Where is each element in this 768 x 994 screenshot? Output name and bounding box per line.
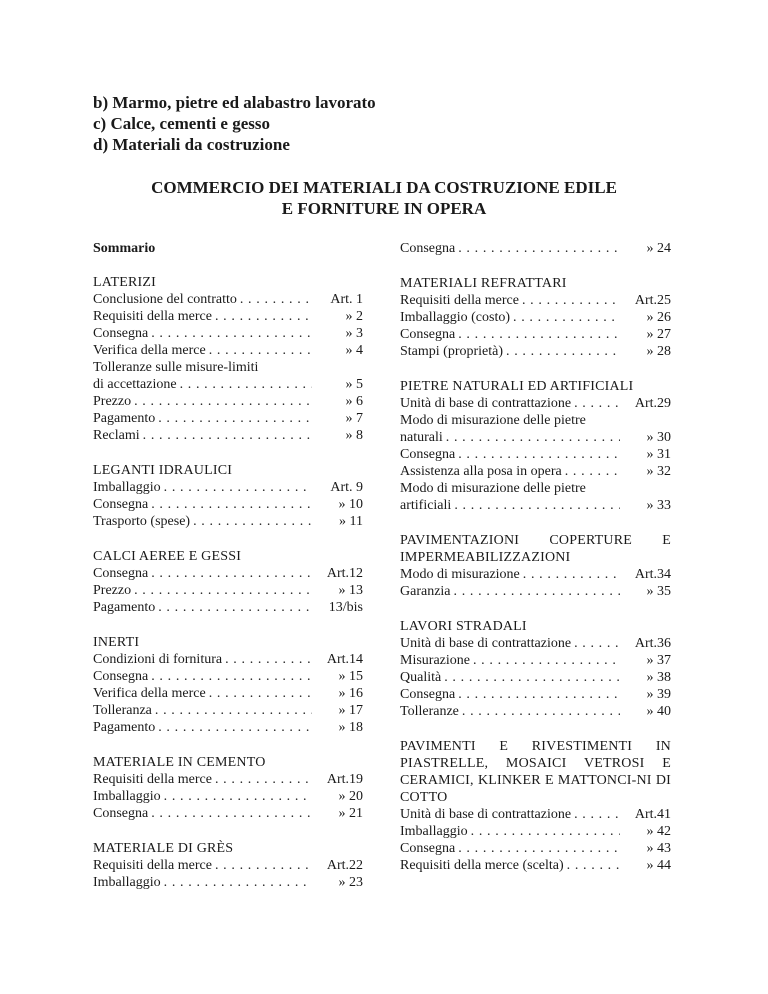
dot-leader <box>158 410 312 427</box>
toc-entry <box>93 513 363 530</box>
toc-entry <box>400 395 671 412</box>
intro-item: c) Calce, cementi e gesso <box>93 114 271 133</box>
toc-entry-ref: Art. 9 <box>330 480 363 495</box>
dot-leader <box>458 686 620 703</box>
toc-section <box>93 462 363 530</box>
dot-leader <box>240 291 312 308</box>
toc-entry-label: Reclami <box>93 428 140 443</box>
toc-entry-ref: » 17 <box>338 703 363 718</box>
toc-entry-ref: » 40 <box>646 704 671 719</box>
toc-entry <box>93 376 363 393</box>
section-title: LATERIZI <box>93 275 157 290</box>
toc-entry <box>93 308 363 325</box>
toc-entry-ref: » 27 <box>646 327 671 342</box>
toc-entry <box>400 497 671 514</box>
toc-entry <box>93 857 363 874</box>
toc-entry <box>400 583 671 600</box>
toc-entry-label: di accettazione <box>93 377 177 392</box>
toc-entry-ref: » 5 <box>345 377 363 392</box>
toc-entry-label: Qualità <box>400 670 442 685</box>
dot-leader <box>565 463 620 480</box>
toc-entry <box>93 685 363 702</box>
toc-entry <box>93 788 363 805</box>
toc-entry-ref: » 8 <box>345 428 363 443</box>
toc-entry-ref: » 7 <box>345 411 363 426</box>
section-title: LEGANTI IDRAULICI <box>93 463 233 478</box>
toc-entry <box>93 651 363 668</box>
toc-entry <box>400 840 671 857</box>
toc-entry-ref: » 38 <box>646 670 671 685</box>
toc-entry <box>400 806 671 823</box>
dot-leader <box>215 857 312 874</box>
toc-entry-ref: » 26 <box>646 310 671 325</box>
toc-section <box>400 532 671 600</box>
section-title: PAVIMENTAZIONI COPERTURE E IMPERMEABILIZZAZIONI <box>400 533 671 565</box>
toc-entry <box>400 703 671 720</box>
toc-entry <box>400 292 671 309</box>
toc-entry-label: naturali <box>400 430 443 445</box>
toc-entry <box>93 599 363 616</box>
dot-leader <box>158 719 312 736</box>
toc-entry-label: Imballaggio <box>93 480 161 495</box>
toc-section <box>93 634 363 736</box>
dot-leader <box>143 427 312 444</box>
toc-entry-ref: » 44 <box>646 858 671 873</box>
toc-entry-label: Prezzo <box>93 394 132 409</box>
toc-entry-label: Consegna <box>93 326 149 341</box>
section-title: MATERIALI REFRATTARI <box>400 276 567 291</box>
toc-entry-label: Conclusione del contratto <box>93 292 237 307</box>
toc-entry <box>93 702 363 719</box>
toc-entry-label: Trasporto (spese) <box>93 514 191 529</box>
dot-leader <box>151 496 312 513</box>
toc-entry <box>93 427 363 444</box>
document-title-line: COMMERCIO DEI MATERIALI DA COSTRUZIONE EDILE <box>151 178 617 197</box>
toc-entry-ref: » 15 <box>338 669 363 684</box>
toc-entry <box>93 668 363 685</box>
toc-entry-label: Consegna <box>93 669 149 684</box>
toc-entry-label: Pagamento <box>93 411 156 426</box>
dot-leader <box>458 326 620 343</box>
intro-item: b) Marmo, pietre ed alabastro lavorato <box>93 93 376 112</box>
dot-leader <box>215 308 312 325</box>
dot-leader <box>209 685 312 702</box>
toc-entry-label: Requisiti della merce (scelta) <box>400 858 564 873</box>
toc-entry-label: Consegna <box>93 566 149 581</box>
toc-section <box>93 754 363 822</box>
toc-entry <box>400 240 671 257</box>
toc-section <box>400 240 671 257</box>
toc-entry-label: Modo di misurazione <box>400 567 520 582</box>
toc-entry-ref: Art.25 <box>634 293 671 308</box>
document-title <box>60 177 708 219</box>
dot-leader <box>471 823 620 840</box>
toc-section <box>400 378 671 514</box>
toc-entry-label: Requisiti della merce <box>93 772 212 787</box>
toc-entry-ref: Art.34 <box>634 567 671 582</box>
toc-entry-label: Consegna <box>400 327 456 342</box>
dot-leader <box>444 669 620 686</box>
toc-entry <box>93 496 363 513</box>
dot-leader <box>225 651 312 668</box>
toc-entry <box>400 429 671 446</box>
section-title: PIETRE NATURALI ED ARTIFICIALI <box>400 379 634 394</box>
section-title: CALCI AEREE E GESSI <box>93 549 242 564</box>
toc-entry-label: Imballaggio (costo) <box>400 310 511 325</box>
toc-entry-ref: Art. 1 <box>330 292 363 307</box>
toc-entry-label: Pagamento <box>93 720 156 735</box>
section-title: MATERIALE DI GRÈS <box>93 841 234 856</box>
toc-entry-label: Misurazione <box>400 653 470 668</box>
toc-entry-label: Consegna <box>400 841 456 856</box>
toc-entry <box>93 874 363 891</box>
toc-entry-ref: » 31 <box>646 447 671 462</box>
toc-entry-label: artificiali <box>400 498 452 513</box>
toc-entry-label: Tolleranza <box>93 703 152 718</box>
toc-entry-ref: » 42 <box>646 824 671 839</box>
dot-leader <box>458 240 620 257</box>
toc-left-column <box>93 240 363 909</box>
toc-entry-label: Modo di misurazione delle pietre <box>400 481 586 496</box>
toc-entry <box>93 565 363 582</box>
dot-leader <box>462 703 620 720</box>
toc-entry <box>93 805 363 822</box>
toc-entry-label: Imballaggio <box>93 789 161 804</box>
toc-entry-ref: » 6 <box>345 394 363 409</box>
dot-leader <box>454 497 620 514</box>
toc-entry-label: Requisiti della merce <box>93 858 212 873</box>
dot-leader <box>151 565 312 582</box>
dot-leader <box>180 376 312 393</box>
section-title: MATERIALE IN CEMENTO <box>93 755 266 770</box>
left-sections <box>93 274 363 891</box>
toc-entry <box>400 480 671 497</box>
dot-leader <box>193 513 312 530</box>
dot-leader <box>522 292 620 309</box>
toc-entry-label: Verifica della merce <box>93 343 206 358</box>
toc-entry-label: Consegna <box>400 241 456 256</box>
toc-entry-ref: » 16 <box>338 686 363 701</box>
toc-entry <box>93 359 363 376</box>
toc-entry <box>93 582 363 599</box>
toc-entry-ref: » 24 <box>646 241 671 256</box>
dot-leader <box>574 635 620 652</box>
dot-leader <box>473 652 620 669</box>
toc-entry-label: Requisiti della merce <box>400 293 519 308</box>
toc-entry-ref: » 20 <box>338 789 363 804</box>
toc-entry-ref: » 10 <box>338 497 363 512</box>
toc-entry-ref: » 33 <box>646 498 671 513</box>
dot-leader <box>506 343 620 360</box>
toc-entry-ref: Art.19 <box>326 772 363 787</box>
toc-entry <box>400 686 671 703</box>
dot-leader <box>446 429 620 446</box>
toc-entry-ref: Art.12 <box>326 566 363 581</box>
toc-entry-ref: Art.22 <box>326 858 363 873</box>
toc-entry-label: Unità di base di contrattazione <box>400 807 572 822</box>
dot-leader <box>567 857 620 874</box>
toc-entry-label: Consegna <box>93 497 149 512</box>
document-title-line: E FORNITURE IN OPERA <box>281 199 487 218</box>
toc-entry-label: Tolleranze sulle misure-limiti <box>93 360 259 375</box>
toc-entry-ref: Art.36 <box>634 636 671 651</box>
toc-entry-label: Stampi (proprietà) <box>400 344 504 359</box>
dot-leader <box>158 599 312 616</box>
toc-entry <box>400 326 671 343</box>
toc-entry <box>400 309 671 326</box>
dot-leader <box>458 840 620 857</box>
dot-leader <box>164 479 312 496</box>
dot-leader <box>458 446 620 463</box>
toc-entry-ref: » 4 <box>345 343 363 358</box>
toc-entry-label: Pagamento <box>93 600 156 615</box>
toc-entry <box>400 446 671 463</box>
toc-entry-ref: » 13 <box>338 583 363 598</box>
toc-entry <box>400 823 671 840</box>
toc-entry-label: Tolleranze <box>400 704 459 719</box>
toc-right-column <box>400 240 671 892</box>
toc-entry-ref: » 11 <box>339 514 363 529</box>
toc-entry <box>400 857 671 874</box>
toc-entry-label: Consegna <box>93 806 149 821</box>
toc-section <box>400 275 671 360</box>
toc-entry-ref: » 21 <box>338 806 363 821</box>
toc-entry-label: Consegna <box>400 447 456 462</box>
toc-entry <box>400 343 671 360</box>
intro-list <box>93 92 376 155</box>
section-title: PAVIMENTI E RIVESTIMENTI IN PIASTRELLE, MOSAICI VETROSI E CERAMICI, KLINKER E MATTONCI-NI DI COTTO <box>400 739 671 805</box>
toc-entry <box>93 771 363 788</box>
toc-section <box>93 840 363 891</box>
dot-leader <box>523 566 620 583</box>
toc-entry-label: Condizioni di fornitura <box>93 652 223 667</box>
toc-entry <box>400 412 671 429</box>
sommario-heading: Sommario <box>93 241 156 256</box>
toc-entry-label: Assistenza alla posa in opera <box>400 464 562 479</box>
dot-leader <box>134 582 312 599</box>
toc-entry-ref: » 2 <box>345 309 363 324</box>
toc-entry <box>93 393 363 410</box>
toc-entry-ref: » 28 <box>646 344 671 359</box>
toc-entry-ref: » 30 <box>646 430 671 445</box>
dot-leader <box>215 771 312 788</box>
toc-entry <box>400 463 671 480</box>
section-title: LAVORI STRADALI <box>400 619 527 634</box>
toc-entry-label: Unità di base di contrattazione <box>400 396 572 411</box>
toc-entry-ref: » 18 <box>338 720 363 735</box>
toc-entry-ref: » 35 <box>646 584 671 599</box>
toc-entry-label: Consegna <box>400 687 456 702</box>
toc-entry <box>93 342 363 359</box>
toc-entry-ref: » 37 <box>646 653 671 668</box>
toc-entry-label: Unità di base di contrattazione <box>400 636 572 651</box>
section-title: INERTI <box>93 635 140 650</box>
toc-entry <box>93 291 363 308</box>
toc-entry-ref: » 3 <box>345 326 363 341</box>
toc-entry <box>400 652 671 669</box>
toc-entry-label: Prezzo <box>93 583 132 598</box>
toc-section <box>93 548 363 616</box>
toc-entry-label: Modo di misurazione delle pietre <box>400 413 586 428</box>
toc-entry-ref: Art.29 <box>634 396 671 411</box>
dot-leader <box>151 325 312 342</box>
toc-entry <box>93 410 363 427</box>
toc-entry <box>400 669 671 686</box>
dot-leader <box>574 395 620 412</box>
intro-item: d) Materiali da costruzione <box>93 135 290 154</box>
toc-entry <box>400 566 671 583</box>
toc-entry-ref: » 39 <box>646 687 671 702</box>
toc-entry-ref: Art.41 <box>634 807 671 822</box>
toc-entry <box>93 719 363 736</box>
toc-entry-label: Verifica della merce <box>93 686 206 701</box>
toc-entry-label: Imballaggio <box>93 875 161 890</box>
dot-leader <box>134 393 312 410</box>
dot-leader <box>155 702 312 719</box>
dot-leader <box>209 342 312 359</box>
dot-leader <box>164 788 312 805</box>
dot-leader <box>454 583 620 600</box>
right-sections <box>400 240 671 874</box>
toc-entry-label: Imballaggio <box>400 824 468 839</box>
toc-entry-ref: Art.14 <box>326 652 363 667</box>
toc-entry-label: Requisiti della merce <box>93 309 212 324</box>
toc-entry <box>93 325 363 342</box>
toc-entry-ref: » 23 <box>338 875 363 890</box>
dot-leader <box>574 806 620 823</box>
toc-section <box>93 274 363 444</box>
toc-entry-ref: » 43 <box>646 841 671 856</box>
toc-entry-ref: 13/bis <box>328 600 363 615</box>
toc-entry <box>93 479 363 496</box>
dot-leader <box>151 805 312 822</box>
toc-section <box>400 618 671 720</box>
dot-leader <box>151 668 312 685</box>
toc-section <box>400 738 671 874</box>
toc-entry <box>400 635 671 652</box>
toc-entry-ref: » 32 <box>646 464 671 479</box>
toc-entry-label: Garanzia <box>400 584 451 599</box>
dot-leader <box>513 309 620 326</box>
dot-leader <box>164 874 312 891</box>
